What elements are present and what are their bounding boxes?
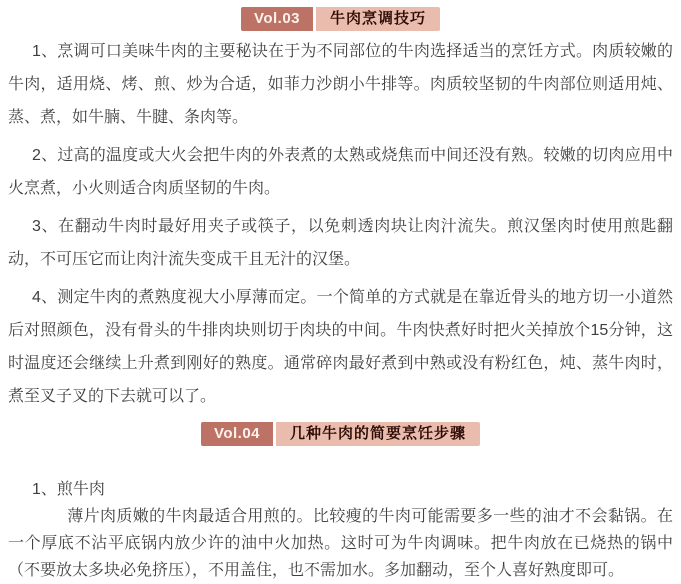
section1-content (8, 35, 673, 413)
paragraph-3: 3、在翻动牛肉时最好用夹子或筷子，以免刺透肉块让肉汁流失。煎汉堡肉时使用煎匙翻动，不可压它而让肉汁流失变成干且无汁的汉堡。 (8, 218, 673, 268)
section1-header (0, 7, 681, 31)
section-beef-cooking-steps (0, 422, 681, 584)
paragraph-1: 1、烹调可口美味牛肉的主要秘诀在于为不同部位的牛肉选择适当的烹饪方式。肉质较嫩的牛肉，适用烧、烤、煎、炒为合适，如菲力沙朗小牛排等。肉质较坚韧的牛肉部位则适用炖、蒸、煮，如牛腩、牛腱、条肉等。 (8, 43, 673, 126)
step-body: 薄片肉质嫩的牛肉最适合用煎的。比较瘦的牛肉可能需要多一些的油才不会黏锅。在一个厚底不沾平底锅内放少许的油中火加热。这时可为牛肉调味。把牛肉放在已烧热的锅中（不要放太多块必免挤压），不用盖住，也不需加水。多加翻动，至个人喜好熟度即可。 (8, 508, 673, 579)
paragraph-4: 4、测定牛肉的煮熟度视大小厚薄而定。一个简单的方式就是在靠近骨头的地方切一小道然后对照颜色，没有骨头的牛排肉块则切于肉块的中间。牛肉快煮好时把火关掉放个15分钟，这时温度还会继续上升煮到刚好的熟度。通常碎肉最好煮到中熟或没有粉红色，炖、蒸牛肉时，煮至叉子叉的下去就可以了。 (8, 289, 673, 405)
section2-header (0, 422, 681, 446)
section2-title: 几种牛肉的简要烹饪步骤 (276, 422, 480, 446)
step-heading: 1、煎牛肉 (32, 481, 105, 498)
section2-volume-badge: Vol.04 (201, 422, 273, 446)
section1-volume-badge: Vol.03 (241, 7, 313, 31)
section1-title: 牛肉烹调技巧 (316, 7, 440, 31)
paragraph-2: 2、过高的温度或大火会把牛肉的外表煮的太熟或烧焦而中间还没有熟。较嫩的切肉应用中火烹煮，小火则适合肉质坚韧的牛肉。 (8, 147, 673, 197)
section-beef-cooking-tips (0, 7, 681, 413)
